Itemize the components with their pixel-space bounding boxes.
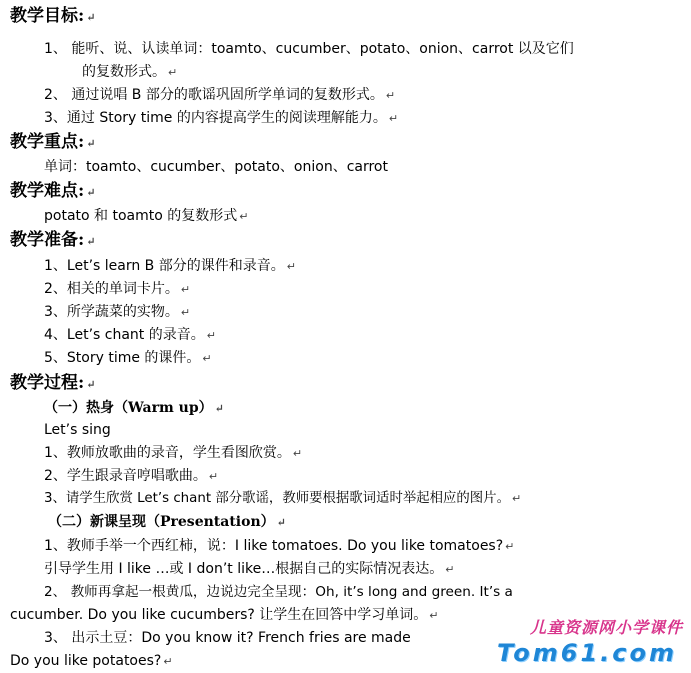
- paragraph-mark: ↵: [163, 655, 173, 668]
- key-points-text: [44, 158, 388, 176]
- objectives-heading: [10, 6, 96, 28]
- preparation-item-text: 1、Let’s learn B 部分的课件和录音。: [44, 258, 285, 274]
- paragraph-mark: ↵: [180, 306, 191, 319]
- process-heading-text: 教学过程:: [10, 373, 85, 393]
- paragraph-mark: ↵: [429, 609, 439, 622]
- presentation-item-3-cont: [10, 652, 173, 671]
- watermark-top-text: 儿童资源网小学课件: [529, 618, 683, 637]
- objective-item-text: 1、 能听、说、认读单词：toamto、cucumber、potato、onion、carrot 以及它们: [44, 41, 574, 57]
- paragraph-mark: ↵: [505, 540, 515, 553]
- warmup-title-text: （一）热身（Warm up）: [44, 400, 213, 416]
- paragraph-mark: ↵: [511, 492, 522, 505]
- warmup-item-text: Let’s sing: [44, 422, 111, 438]
- warmup-item-2: [44, 467, 218, 486]
- preparation-item-1: [44, 257, 296, 276]
- paragraph-mark: ↵: [286, 260, 296, 273]
- objective-item-1-cont: [82, 63, 177, 82]
- warmup-title: [44, 399, 224, 418]
- key-points-body: 单词：toamto、cucumber、potato、onion、carrot: [44, 159, 388, 175]
- warmup-item-0: [44, 421, 111, 439]
- presentation-item-text: Do you like potatoes?: [10, 653, 162, 669]
- paragraph-mark: ↵: [276, 516, 286, 529]
- warmup-item-text: 1、教师放歌曲的录音，学生看图欣赏。: [44, 445, 291, 461]
- difficulties-heading: [10, 181, 96, 203]
- presentation-item-text: 引导学生用 I like …或 I don’t like…根据自己的实际情况表达。: [44, 561, 444, 577]
- warmup-item-3: [44, 490, 521, 508]
- presentation-item-text: 1、教师手举一个西红柿，说：I like tomatoes. Do you like tomatoes?: [44, 538, 504, 554]
- watermark-bottom-text: Tom61.com: [496, 639, 677, 667]
- preparation-item-text: 2、相关的单词卡片。: [44, 281, 179, 297]
- preparation-item-text: 4、Let’s chant 的录音。: [44, 327, 205, 343]
- preparation-heading: [10, 230, 96, 252]
- preparation-item-text: 5、Story time 的课件。: [44, 350, 201, 366]
- paragraph-mark: ↵: [86, 186, 96, 199]
- preparation-item-2: [44, 280, 190, 299]
- preparation-item-5: [44, 349, 212, 368]
- paragraph-mark: ↵: [86, 11, 96, 24]
- key-points-heading-text: 教学重点:: [10, 132, 85, 152]
- paragraph-mark: ↵: [208, 470, 219, 483]
- site-watermark-logo: [483, 613, 683, 671]
- presentation-item-1-cont: [44, 560, 454, 579]
- presentation-item-text: cucumber. Do you like cucumbers? 让学生在回答中学习单词。: [10, 607, 428, 623]
- paragraph-mark: ↵: [292, 447, 303, 460]
- objective-item-1: [44, 40, 574, 58]
- process-heading: [10, 373, 96, 395]
- presentation-title: [48, 513, 286, 532]
- paragraph-mark: ↵: [385, 89, 396, 102]
- preparation-heading-text: 教学准备:: [10, 230, 85, 250]
- paragraph-mark: ↵: [206, 329, 216, 342]
- preparation-item-text: 3、所学蔬菜的实物。: [44, 304, 179, 320]
- paragraph-mark: ↵: [202, 352, 212, 365]
- presentation-item-text: 3、 出示土豆：Do you know it? French fries are made: [44, 630, 411, 646]
- paragraph-mark: ↵: [168, 66, 178, 79]
- presentation-item-3: [44, 629, 411, 647]
- paragraph-mark: ↵: [445, 563, 455, 576]
- presentation-item-2-cont: [10, 606, 439, 625]
- warmup-item-text: 2、学生跟录音哼唱歌曲。: [44, 468, 207, 484]
- presentation-item-1: [44, 537, 514, 556]
- difficulties-heading-text: 教学难点:: [10, 181, 85, 201]
- paragraph-mark: ↵: [388, 112, 399, 125]
- key-points-heading: [10, 132, 96, 154]
- paragraph-mark: ↵: [214, 402, 224, 415]
- paragraph-mark: ↵: [180, 283, 191, 296]
- presentation-title-text: （二）新课呈现（Presentation）: [48, 514, 275, 530]
- difficulties-body: potato 和 toamto 的复数形式: [44, 208, 238, 224]
- warmup-item-text: 3、请学生欣赏 Let’s chant 部分歌谣，教师要根据歌词适时举起相应的图片。: [44, 491, 510, 506]
- objective-item-text: 2、 通过说唱 B 部分的歌谣巩固所学单词的复数形式。: [44, 87, 384, 103]
- objective-item-text: 的复数形式。: [82, 64, 166, 80]
- objective-item-2: [44, 86, 395, 105]
- warmup-item-1: [44, 444, 302, 463]
- presentation-item-text: 2、 教师再拿起一根黄瓜，边说边完全呈现：Oh, it’s long and green. It’s a: [44, 584, 513, 600]
- preparation-item-4: [44, 326, 216, 345]
- paragraph-mark: ↵: [86, 137, 96, 150]
- objective-item-3: [44, 109, 398, 128]
- objectives-heading-text: 教学目标:: [10, 6, 85, 26]
- paragraph-mark: ↵: [239, 210, 249, 223]
- objective-item-text: 3、通过 Story time 的内容提高学生的阅读理解能力。: [44, 110, 387, 126]
- paragraph-mark: ↵: [86, 378, 96, 391]
- preparation-item-3: [44, 303, 190, 322]
- difficulties-text: [44, 207, 248, 226]
- presentation-item-2: [44, 583, 513, 601]
- paragraph-mark: ↵: [86, 235, 96, 248]
